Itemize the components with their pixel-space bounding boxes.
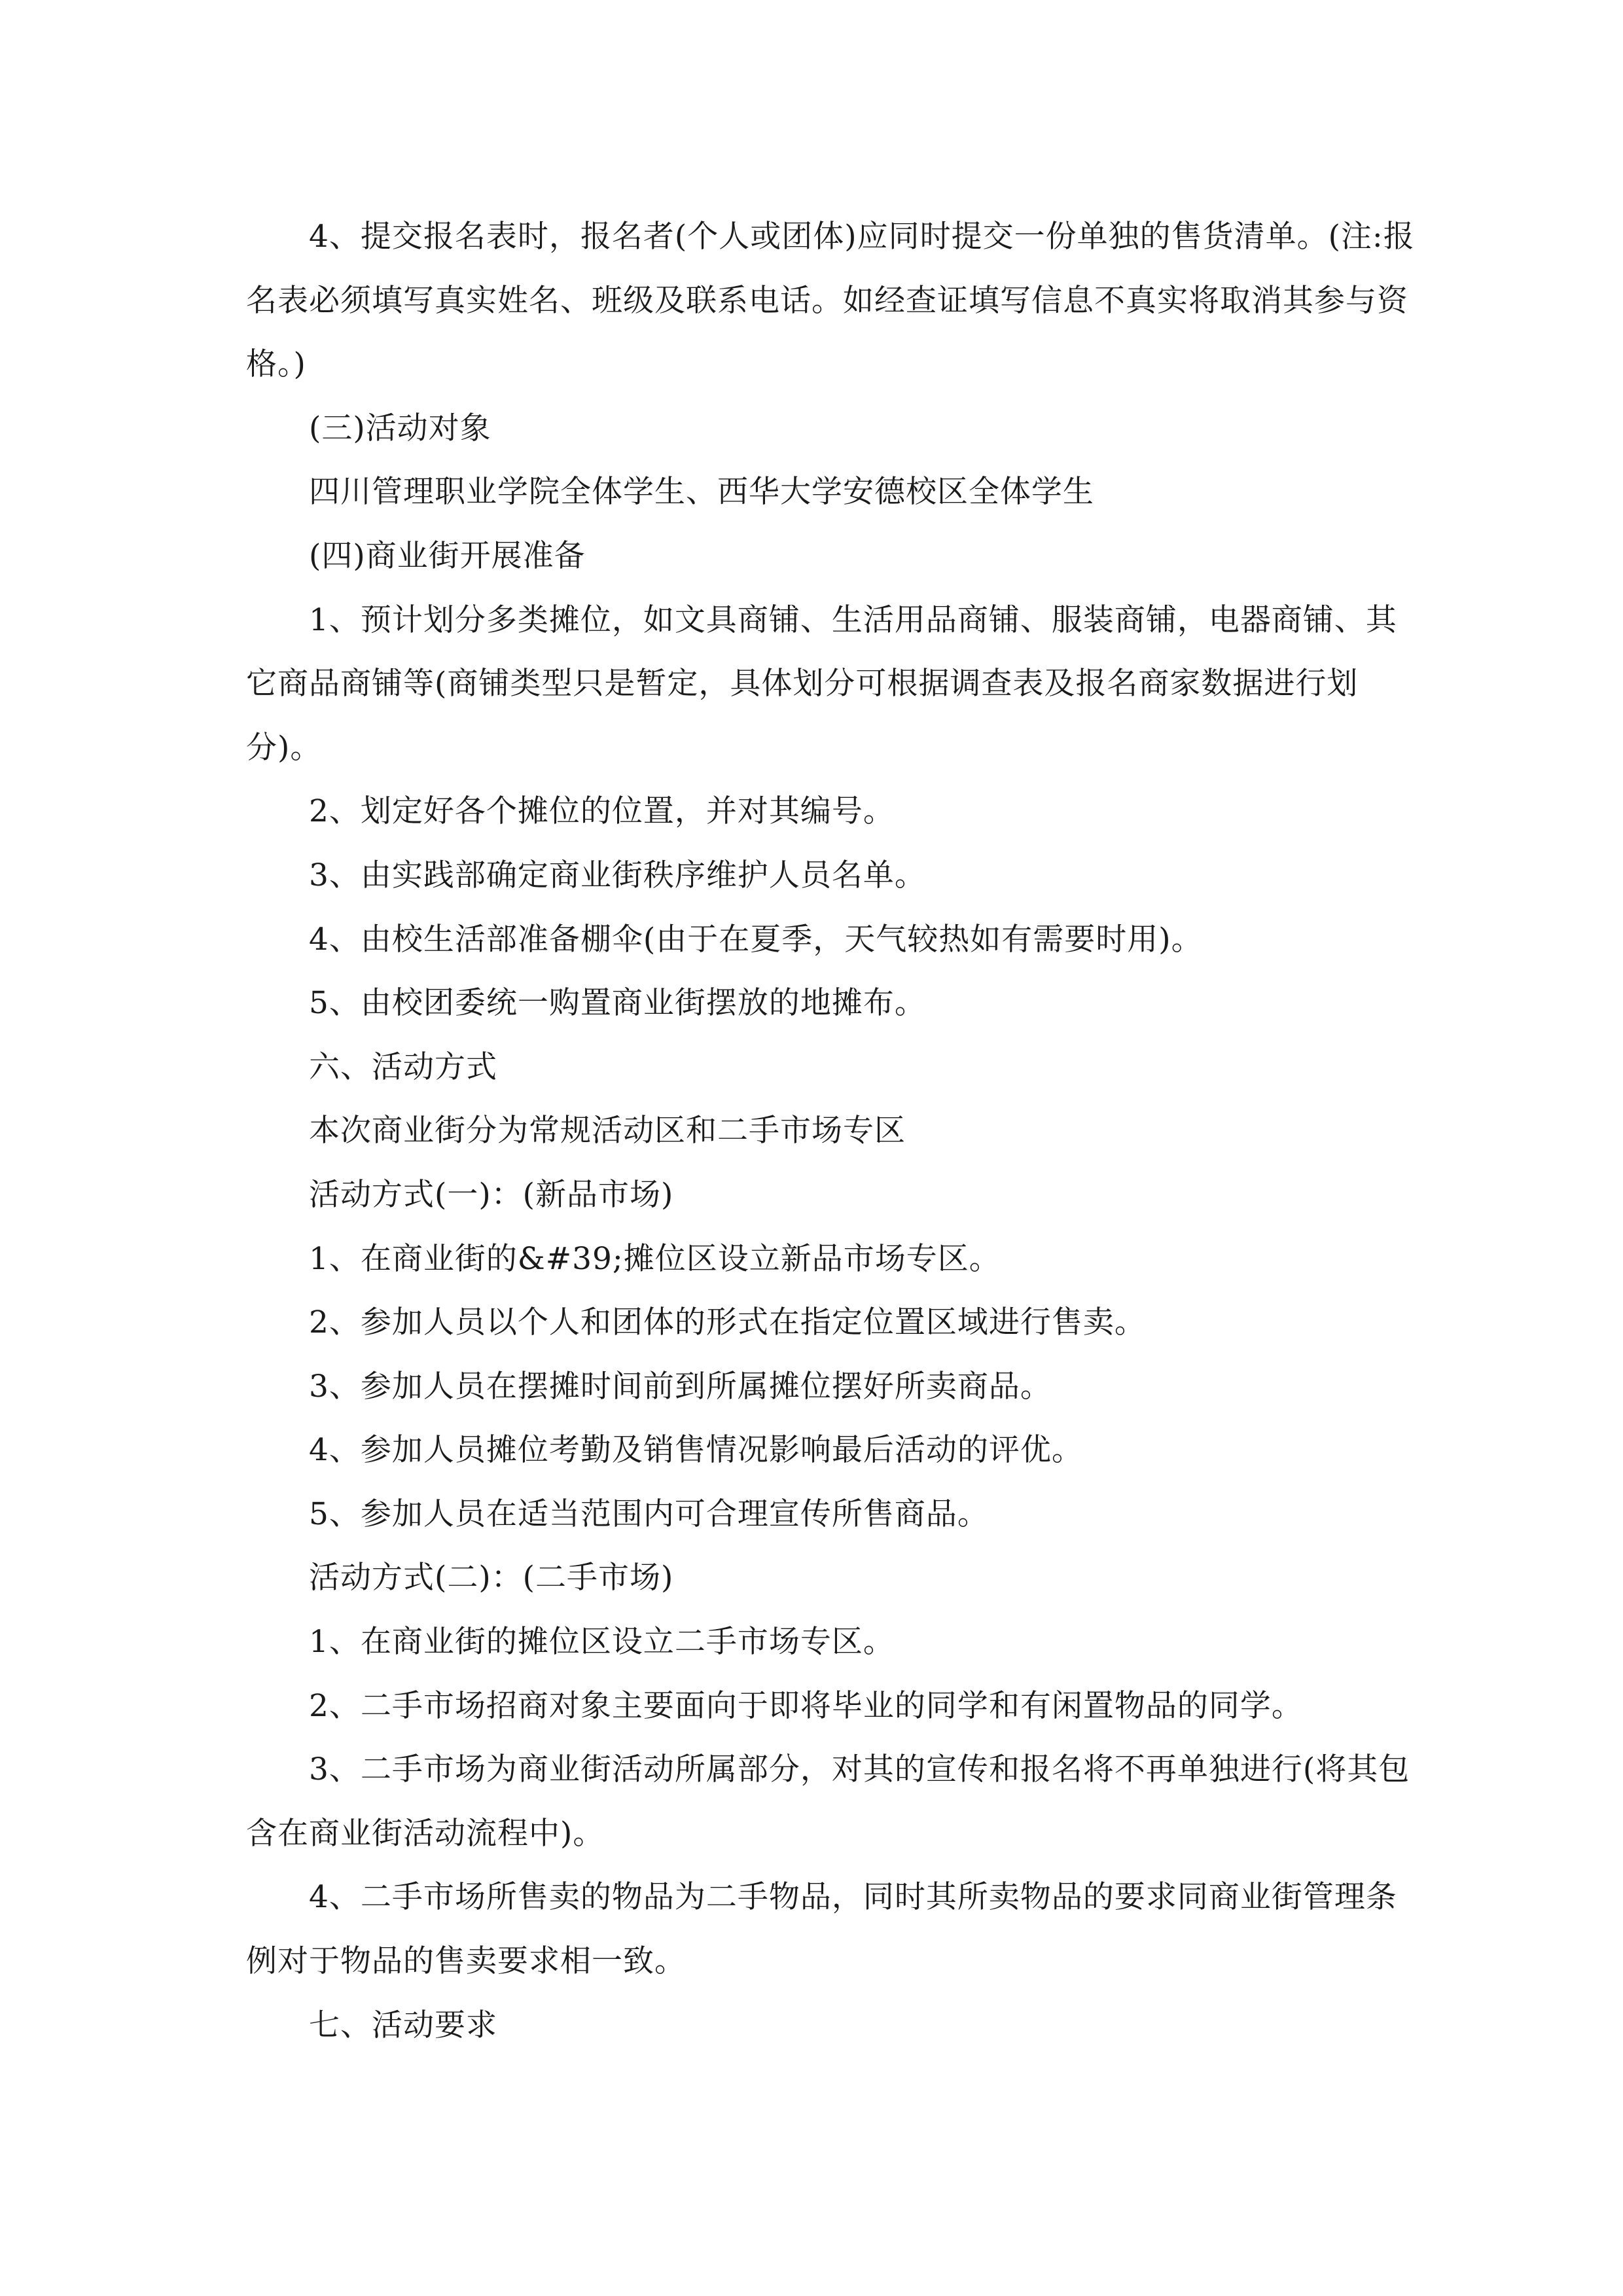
heading-activity-requirements: 七、活动要求 bbox=[309, 2007, 497, 2043]
subheading-new-market: 活动方式(一)：(新品市场) bbox=[309, 1176, 674, 1213]
heading-activity-target: (三)活动对象 bbox=[309, 410, 491, 446]
list-item-second-1: 1、在商业街的摊位区设立二手市场专区。 bbox=[309, 1624, 895, 1660]
list-item-new-4: 4、参加人员摊位考勤及销售情况影响最后活动的评优。 bbox=[309, 1432, 1083, 1469]
list-item-new-1: 1、在商业街的&#39;摊位区设立新品市场专区。 bbox=[309, 1240, 1001, 1277]
list-item-second-3: 3、二手市场为商业街活动所属部分，对其的宣传和报名将不再单独进行(将其包含在商业街活动流程中)。 bbox=[246, 1751, 1410, 1852]
list-item-prep-2: 2、划定好各个摊位的位置，并对其编号。 bbox=[309, 793, 895, 830]
paragraph-registration-note: 4、提交报名表时，报名者(个人或团体)应同时提交一份单独的售货清单。(注:报名表必须填写真实姓名、班级及联系电话。如经查证填写信息不真实将取消其参与资格。) bbox=[246, 219, 1415, 383]
list-item-prep-5: 5、由校团委统一购置商业街摆放的地摊布。 bbox=[309, 985, 926, 1022]
subheading-second-hand-market: 活动方式(二)：(二手市场) bbox=[309, 1560, 674, 1596]
list-item-new-3: 3、参加人员在摆摊时间前到所属摊位摆好所卖商品。 bbox=[309, 1368, 1052, 1405]
list-item-prep-1: 1、预计划分多类摊位，如文具商铺、生活用品商铺、服装商铺，电器商铺、其它商品商铺等(商铺类型只是暂定，具体划分可根据调查表及报名商家数据进行划分)。 bbox=[246, 601, 1397, 766]
paragraph-method-intro: 本次商业街分为常规活动区和二手市场专区 bbox=[309, 1113, 906, 1149]
list-item-prep-3: 3、由实践部确定商业街秩序维护人员名单。 bbox=[309, 857, 926, 893]
heading-preparation: (四)商业街开展准备 bbox=[309, 537, 586, 574]
heading-activity-method: 六、活动方式 bbox=[309, 1049, 497, 1085]
paragraph-target-students: 四川管理职业学院全体学生、西华大学安德校区全体学生 bbox=[309, 474, 1094, 511]
document-body bbox=[246, 205, 1418, 2057]
list-item-new-5: 5、参加人员在适当范围内可合理宣传所售商品。 bbox=[309, 1496, 989, 1532]
list-item-second-2: 2、二手市场招商对象主要面向于即将毕业的同学和有闲置物品的同学。 bbox=[309, 1687, 1303, 1724]
list-item-prep-4: 4、由校生活部准备棚伞(由于在夏季，天气较热如有需要时用)。 bbox=[309, 921, 1203, 958]
list-item-new-2: 2、参加人员以个人和团体的形式在指定位置区域进行售卖。 bbox=[309, 1304, 1146, 1341]
list-item-second-4: 4、二手市场所售卖的物品为二手物品，同时其所卖物品的要求同商业街管理条例对于物品的售卖要求相一致。 bbox=[246, 1879, 1397, 1980]
